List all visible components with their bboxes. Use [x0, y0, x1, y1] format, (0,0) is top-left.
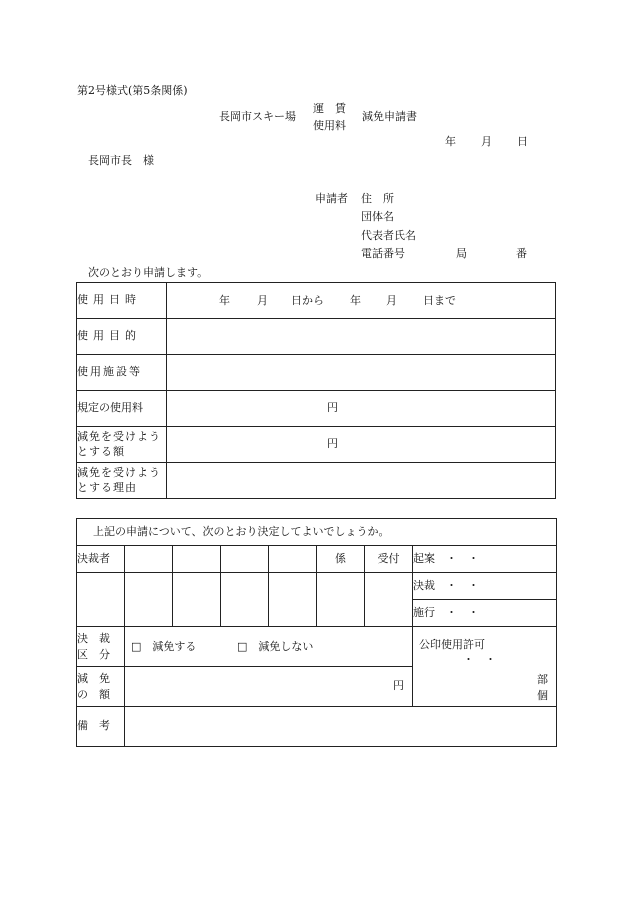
remarks-field[interactable]: [125, 707, 557, 747]
seal-permission-cell: [413, 627, 557, 707]
date-from-month: 月: [257, 294, 268, 307]
date-from-year: 年: [219, 294, 230, 307]
usage-datetime-label: 使用日時: [77, 283, 167, 319]
date-from-day: 日から: [291, 294, 324, 307]
standard-fee-label: 規定の使用料: [77, 391, 167, 427]
date-to-year: 年: [350, 294, 361, 307]
approver-cell-4[interactable]: [269, 546, 317, 573]
form-number: 第2号様式(第5条関係): [77, 84, 188, 97]
applicant-representative-label: 代表者氏名: [361, 229, 416, 242]
usage-facility-field[interactable]: [167, 355, 556, 391]
title-stack-top: 運 賃: [313, 102, 346, 115]
intro-text: 次のとおり申請します。: [88, 266, 209, 279]
row-reduction-amount: [77, 427, 556, 463]
seal-label: 公印使用許可: [419, 638, 485, 651]
option-reduce[interactable]: □ 減免する: [131, 640, 197, 653]
approver-cell-3[interactable]: [221, 546, 269, 573]
reduction-amount-field[interactable]: [167, 427, 556, 463]
stamp-cell-uketsuke[interactable]: [365, 573, 413, 627]
approver-label: 決裁者: [77, 546, 125, 573]
category-options: [125, 627, 413, 667]
reduction-amount-label: 減免を受けようとする額: [77, 427, 167, 463]
date-to-month: 月: [386, 294, 397, 307]
row-usage-facility: [77, 355, 556, 391]
option-no-reduce[interactable]: □ 減免しない: [237, 640, 314, 653]
remarks-label: 備 考: [77, 707, 125, 747]
approver-cell-1[interactable]: [125, 546, 173, 573]
title-prefix: 長岡市スキー場: [219, 110, 296, 123]
reduction-reason-label: 減免を受けようとする理由: [77, 463, 167, 499]
title-suffix: 減免申請書: [362, 110, 417, 123]
row-usage-purpose: [77, 319, 556, 355]
amount-field[interactable]: [125, 667, 413, 707]
applicant-phone-label: 電話番号: [361, 247, 405, 260]
row-standard-fee: [77, 391, 556, 427]
decision-table: [76, 518, 557, 747]
applicant-group-label: 団体名: [361, 210, 394, 223]
kakari-label: 係: [317, 546, 365, 573]
kessai-row: 決裁 ・ ・: [413, 573, 557, 600]
date-year: 年: [445, 135, 456, 148]
stamp-cell-kakari[interactable]: [317, 573, 365, 627]
stamp-cell-1[interactable]: [125, 573, 173, 627]
stamp-cell-3[interactable]: [221, 573, 269, 627]
reduction-amount-unit: 円: [327, 437, 338, 451]
category-label: 決 裁 区 分: [77, 627, 125, 667]
seal-bu: 部: [537, 673, 548, 686]
sekou-row: 施行 ・ ・: [413, 600, 557, 627]
usage-purpose-field[interactable]: [167, 319, 556, 355]
date-day: 日: [517, 135, 528, 148]
stamp-cell-2[interactable]: [173, 573, 221, 627]
approver-cell-2[interactable]: [173, 546, 221, 573]
standard-fee-unit: 円: [327, 401, 338, 415]
uketsuke-label: 受付: [365, 546, 413, 573]
standard-fee-field[interactable]: [167, 391, 556, 427]
usage-datetime-field[interactable]: [167, 283, 556, 319]
application-table: [76, 282, 556, 499]
row-reduction-reason: [77, 463, 556, 499]
stamp-cell-4[interactable]: [269, 573, 317, 627]
row-usage-datetime: [77, 283, 556, 319]
addressee: 長岡市長 様: [88, 154, 154, 167]
seal-dots: ・ ・: [463, 653, 496, 666]
usage-facility-label: 使用施設等: [77, 355, 167, 391]
date-to-day: 日まで: [423, 294, 456, 307]
amount-unit: 円: [393, 679, 404, 693]
title-stack-bottom: 使用料: [313, 119, 346, 132]
decision-header: 上記の申請について、次のとおり決定してよいでしょうか。: [77, 519, 557, 546]
amount-label: 減 免 の 額: [77, 667, 125, 707]
applicant-phone-kyoku: 局: [456, 247, 467, 260]
applicant-label: 申請者: [315, 192, 348, 205]
applicant-address-label: 住 所: [361, 192, 394, 205]
kian-row: 起案 ・ ・: [413, 546, 557, 573]
usage-purpose-label: 使用目的: [77, 319, 167, 355]
date-month: 月: [481, 135, 492, 148]
applicant-phone-ban: 番: [516, 247, 527, 260]
approver-stamp-blank: [77, 573, 125, 627]
reduction-reason-field[interactable]: [167, 463, 556, 499]
seal-ko: 個: [537, 689, 548, 702]
